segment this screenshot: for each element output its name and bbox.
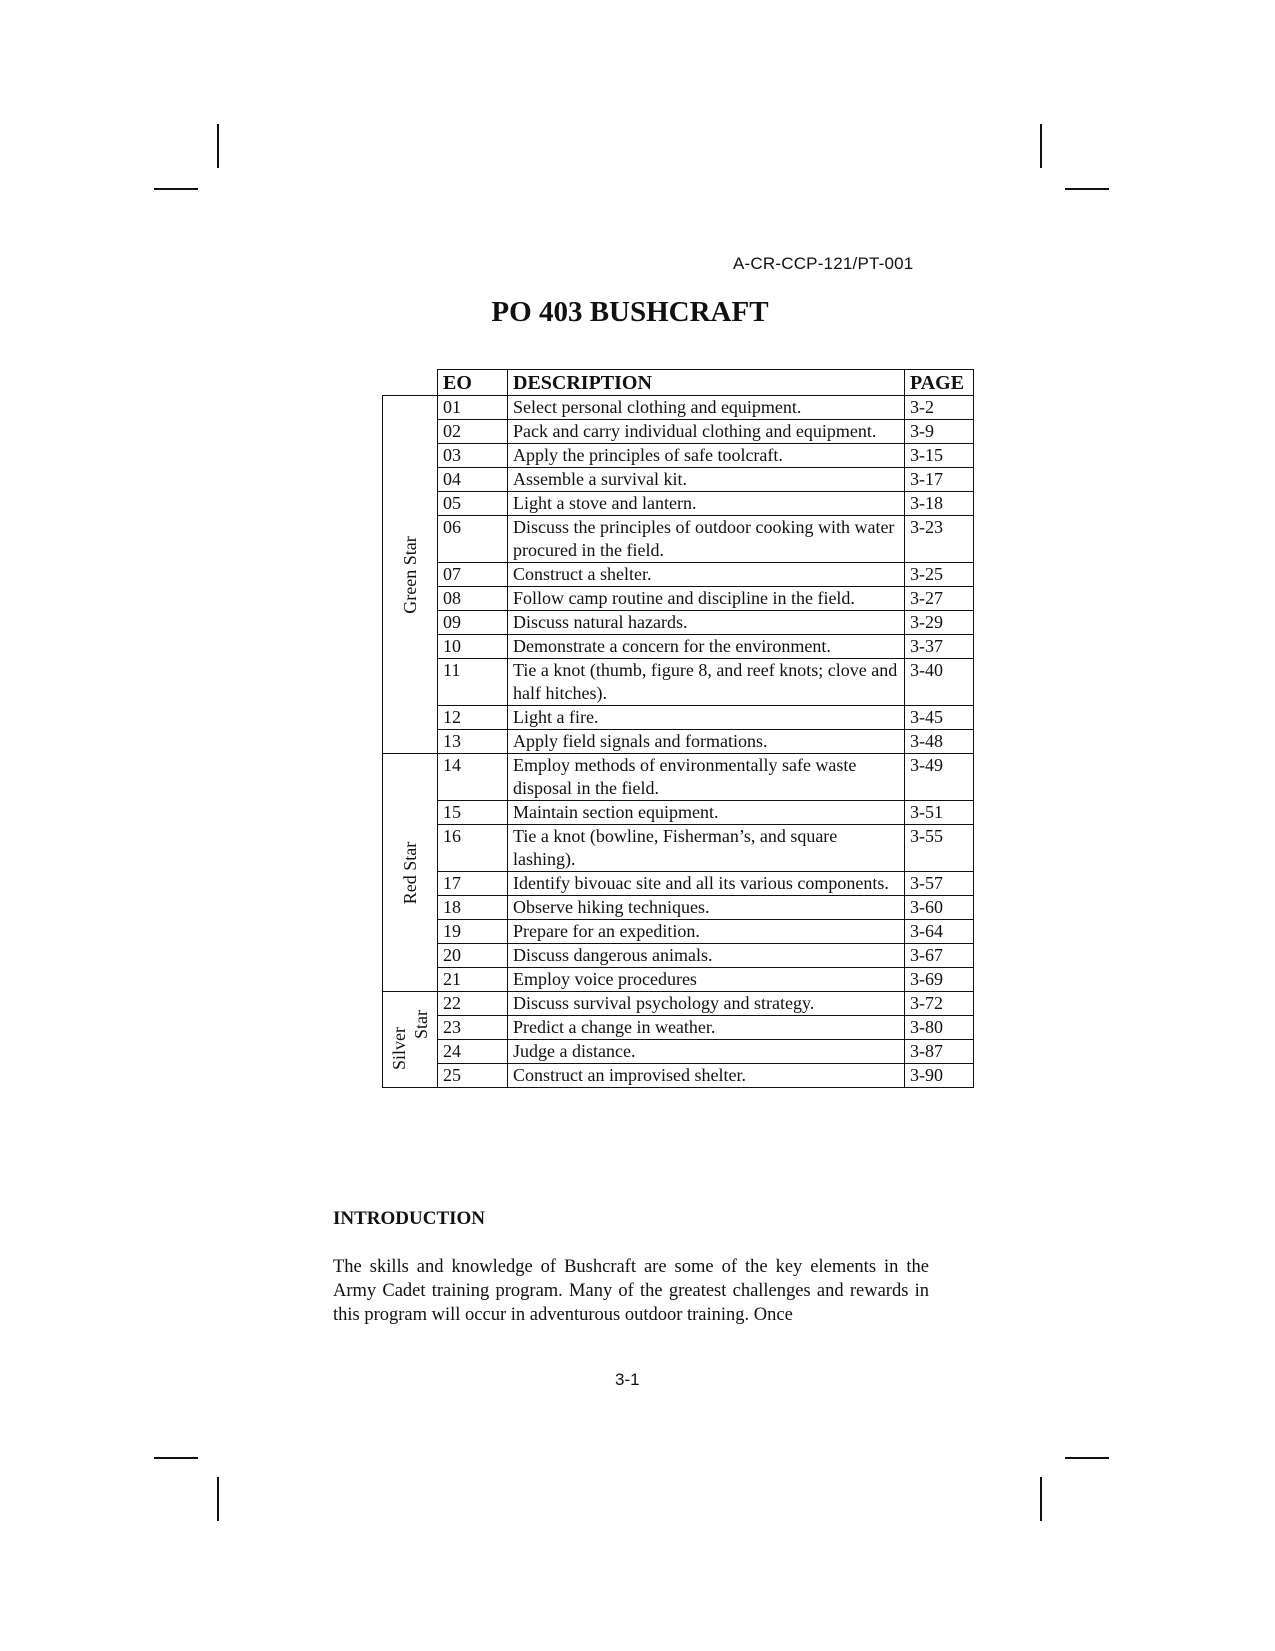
cell-description: Discuss dangerous animals. [508, 944, 905, 968]
cell-page: 3-51 [905, 801, 974, 825]
star-level-label [388, 1010, 432, 1070]
cell-description: Discuss survival psychology and strategy. [508, 992, 905, 1016]
cell-eo: 21 [438, 968, 508, 992]
cell-eo: 08 [438, 587, 508, 611]
table-row [383, 1064, 974, 1088]
table-row [383, 1016, 974, 1040]
cell-description: Construct an improvised shelter. [508, 1064, 905, 1088]
star-level-cell [383, 992, 438, 1088]
crop-mark-top-right-horizontal [1065, 188, 1109, 190]
introduction-heading: INTRODUCTION [333, 1208, 486, 1229]
cell-description: Apply the principles of safe toolcraft. [508, 444, 905, 468]
cell-page: 3-55 [905, 825, 974, 872]
star-level-label [399, 841, 421, 904]
cell-eo: 15 [438, 801, 508, 825]
table-row [383, 730, 974, 754]
table-row [383, 468, 974, 492]
cell-eo: 14 [438, 754, 508, 801]
cell-page: 3-90 [905, 1064, 974, 1088]
table-row [383, 944, 974, 968]
cell-eo: 04 [438, 468, 508, 492]
cell-description: Observe hiking techniques. [508, 896, 905, 920]
cell-description: Tie a knot (thumb, figure 8, and reef knots; clove and half hitches). [508, 659, 905, 706]
cell-page: 3-29 [905, 611, 974, 635]
cell-page: 3-18 [905, 492, 974, 516]
cell-page: 3-57 [905, 872, 974, 896]
star-level-label-line: Silver [389, 1026, 409, 1070]
star-level-cell [383, 754, 438, 992]
cell-description: Employ voice procedures [508, 968, 905, 992]
cell-eo: 07 [438, 563, 508, 587]
cell-description: Predict a change in weather. [508, 1016, 905, 1040]
cell-description: Follow camp routine and discipline in the field. [508, 587, 905, 611]
cell-eo: 13 [438, 730, 508, 754]
table-row [383, 516, 974, 563]
cell-page: 3-17 [905, 468, 974, 492]
column-header-description: DESCRIPTION [508, 370, 905, 396]
cell-eo: 16 [438, 825, 508, 872]
table-body [383, 396, 974, 1088]
cell-eo: 12 [438, 706, 508, 730]
cell-description: Discuss natural hazards. [508, 611, 905, 635]
cell-eo: 02 [438, 420, 508, 444]
cell-eo: 18 [438, 896, 508, 920]
table-row [383, 825, 974, 872]
column-header-page: PAGE [905, 370, 974, 396]
cell-page: 3-60 [905, 896, 974, 920]
table-row [383, 992, 974, 1016]
cell-eo: 01 [438, 396, 508, 420]
cell-description: Light a stove and lantern. [508, 492, 905, 516]
cell-page: 3-72 [905, 992, 974, 1016]
table-row [383, 444, 974, 468]
cell-description: Tie a knot (bowline, Fisherman’s, and square lashing). [508, 825, 905, 872]
cell-eo: 19 [438, 920, 508, 944]
cell-description: Prepare for an expedition. [508, 920, 905, 944]
table-row [383, 635, 974, 659]
cell-eo: 09 [438, 611, 508, 635]
cell-description: Apply field signals and formations. [508, 730, 905, 754]
cell-page: 3-64 [905, 920, 974, 944]
cell-page: 3-69 [905, 968, 974, 992]
table-row [383, 801, 974, 825]
cell-eo: 24 [438, 1040, 508, 1064]
star-level-cell [383, 396, 438, 754]
crop-mark-top-left-vertical [217, 124, 219, 168]
cell-description: Judge a distance. [508, 1040, 905, 1064]
table-row [383, 563, 974, 587]
cell-page: 3-80 [905, 1016, 974, 1040]
cell-page: 3-40 [905, 659, 974, 706]
cell-description: Demonstrate a concern for the environment. [508, 635, 905, 659]
table-row [383, 1040, 974, 1064]
cell-eo: 25 [438, 1064, 508, 1088]
cell-eo: 22 [438, 992, 508, 1016]
cell-eo: 17 [438, 872, 508, 896]
crop-mark-top-right-vertical [1040, 124, 1042, 168]
cell-page: 3-48 [905, 730, 974, 754]
table-row [383, 872, 974, 896]
cell-description: Construct a shelter. [508, 563, 905, 587]
crop-mark-bottom-right-vertical [1040, 1477, 1042, 1521]
cell-page: 3-87 [905, 1040, 974, 1064]
cell-page: 3-23 [905, 516, 974, 563]
table-row [383, 706, 974, 730]
table-row [383, 611, 974, 635]
table-row [383, 396, 974, 420]
document-id: A-CR-CCP-121/PT-001 [733, 254, 914, 273]
page-title: PO 403 BUSHCRAFT [491, 296, 769, 328]
cell-page: 3-37 [905, 635, 974, 659]
eo-table [382, 369, 974, 1088]
cell-page: 3-25 [905, 563, 974, 587]
cell-eo: 05 [438, 492, 508, 516]
table-header-row [383, 370, 974, 396]
cell-eo: 20 [438, 944, 508, 968]
cell-page: 3-49 [905, 754, 974, 801]
cell-page: 3-27 [905, 587, 974, 611]
cell-page: 3-2 [905, 396, 974, 420]
table-row [383, 920, 974, 944]
crop-mark-top-left-horizontal [154, 188, 198, 190]
table-row [383, 896, 974, 920]
star-level-label-line: Red Star [400, 841, 420, 904]
table-row [383, 659, 974, 706]
column-header-eo: EO [438, 370, 508, 396]
page-number: 3-1 [615, 1370, 640, 1389]
cell-description: Select personal clothing and equipment. [508, 396, 905, 420]
crop-mark-bottom-left-horizontal [154, 1457, 198, 1459]
crop-mark-bottom-left-vertical [217, 1477, 219, 1521]
cell-eo: 06 [438, 516, 508, 563]
cell-eo: 23 [438, 1016, 508, 1040]
cell-page: 3-67 [905, 944, 974, 968]
cell-page: 3-15 [905, 444, 974, 468]
table-row [383, 754, 974, 801]
star-level-label [399, 536, 421, 613]
table-row [383, 492, 974, 516]
cell-eo: 10 [438, 635, 508, 659]
cell-eo: 03 [438, 444, 508, 468]
cell-description: Pack and carry individual clothing and equipment. [508, 420, 905, 444]
cell-description: Light a fire. [508, 706, 905, 730]
star-level-label-line: Green Star [400, 535, 420, 614]
cell-page: 3-9 [905, 420, 974, 444]
cell-description: Identify bivouac site and all its various components. [508, 872, 905, 896]
table-row [383, 968, 974, 992]
cell-description: Maintain section equipment. [508, 801, 905, 825]
cell-description: Assemble a survival kit. [508, 468, 905, 492]
cell-page: 3-45 [905, 706, 974, 730]
cell-description: Discuss the principles of outdoor cooking with water procured in the field. [508, 516, 905, 563]
star-level-label-line: Star [411, 1009, 431, 1039]
introduction-paragraph: The skills and knowledge of Bushcraft are some of the key elements in the Army Cadet training program. Many of the greatest challenges and rewards in this program will occur in adventurous outdoor training. Once [333, 1257, 929, 1325]
table-row [383, 420, 974, 444]
table-row [383, 587, 974, 611]
cell-eo: 11 [438, 659, 508, 706]
table-header-blank [383, 370, 438, 396]
cell-description: Employ methods of environmentally safe waste disposal in the field. [508, 754, 905, 801]
crop-mark-bottom-right-horizontal [1065, 1457, 1109, 1459]
